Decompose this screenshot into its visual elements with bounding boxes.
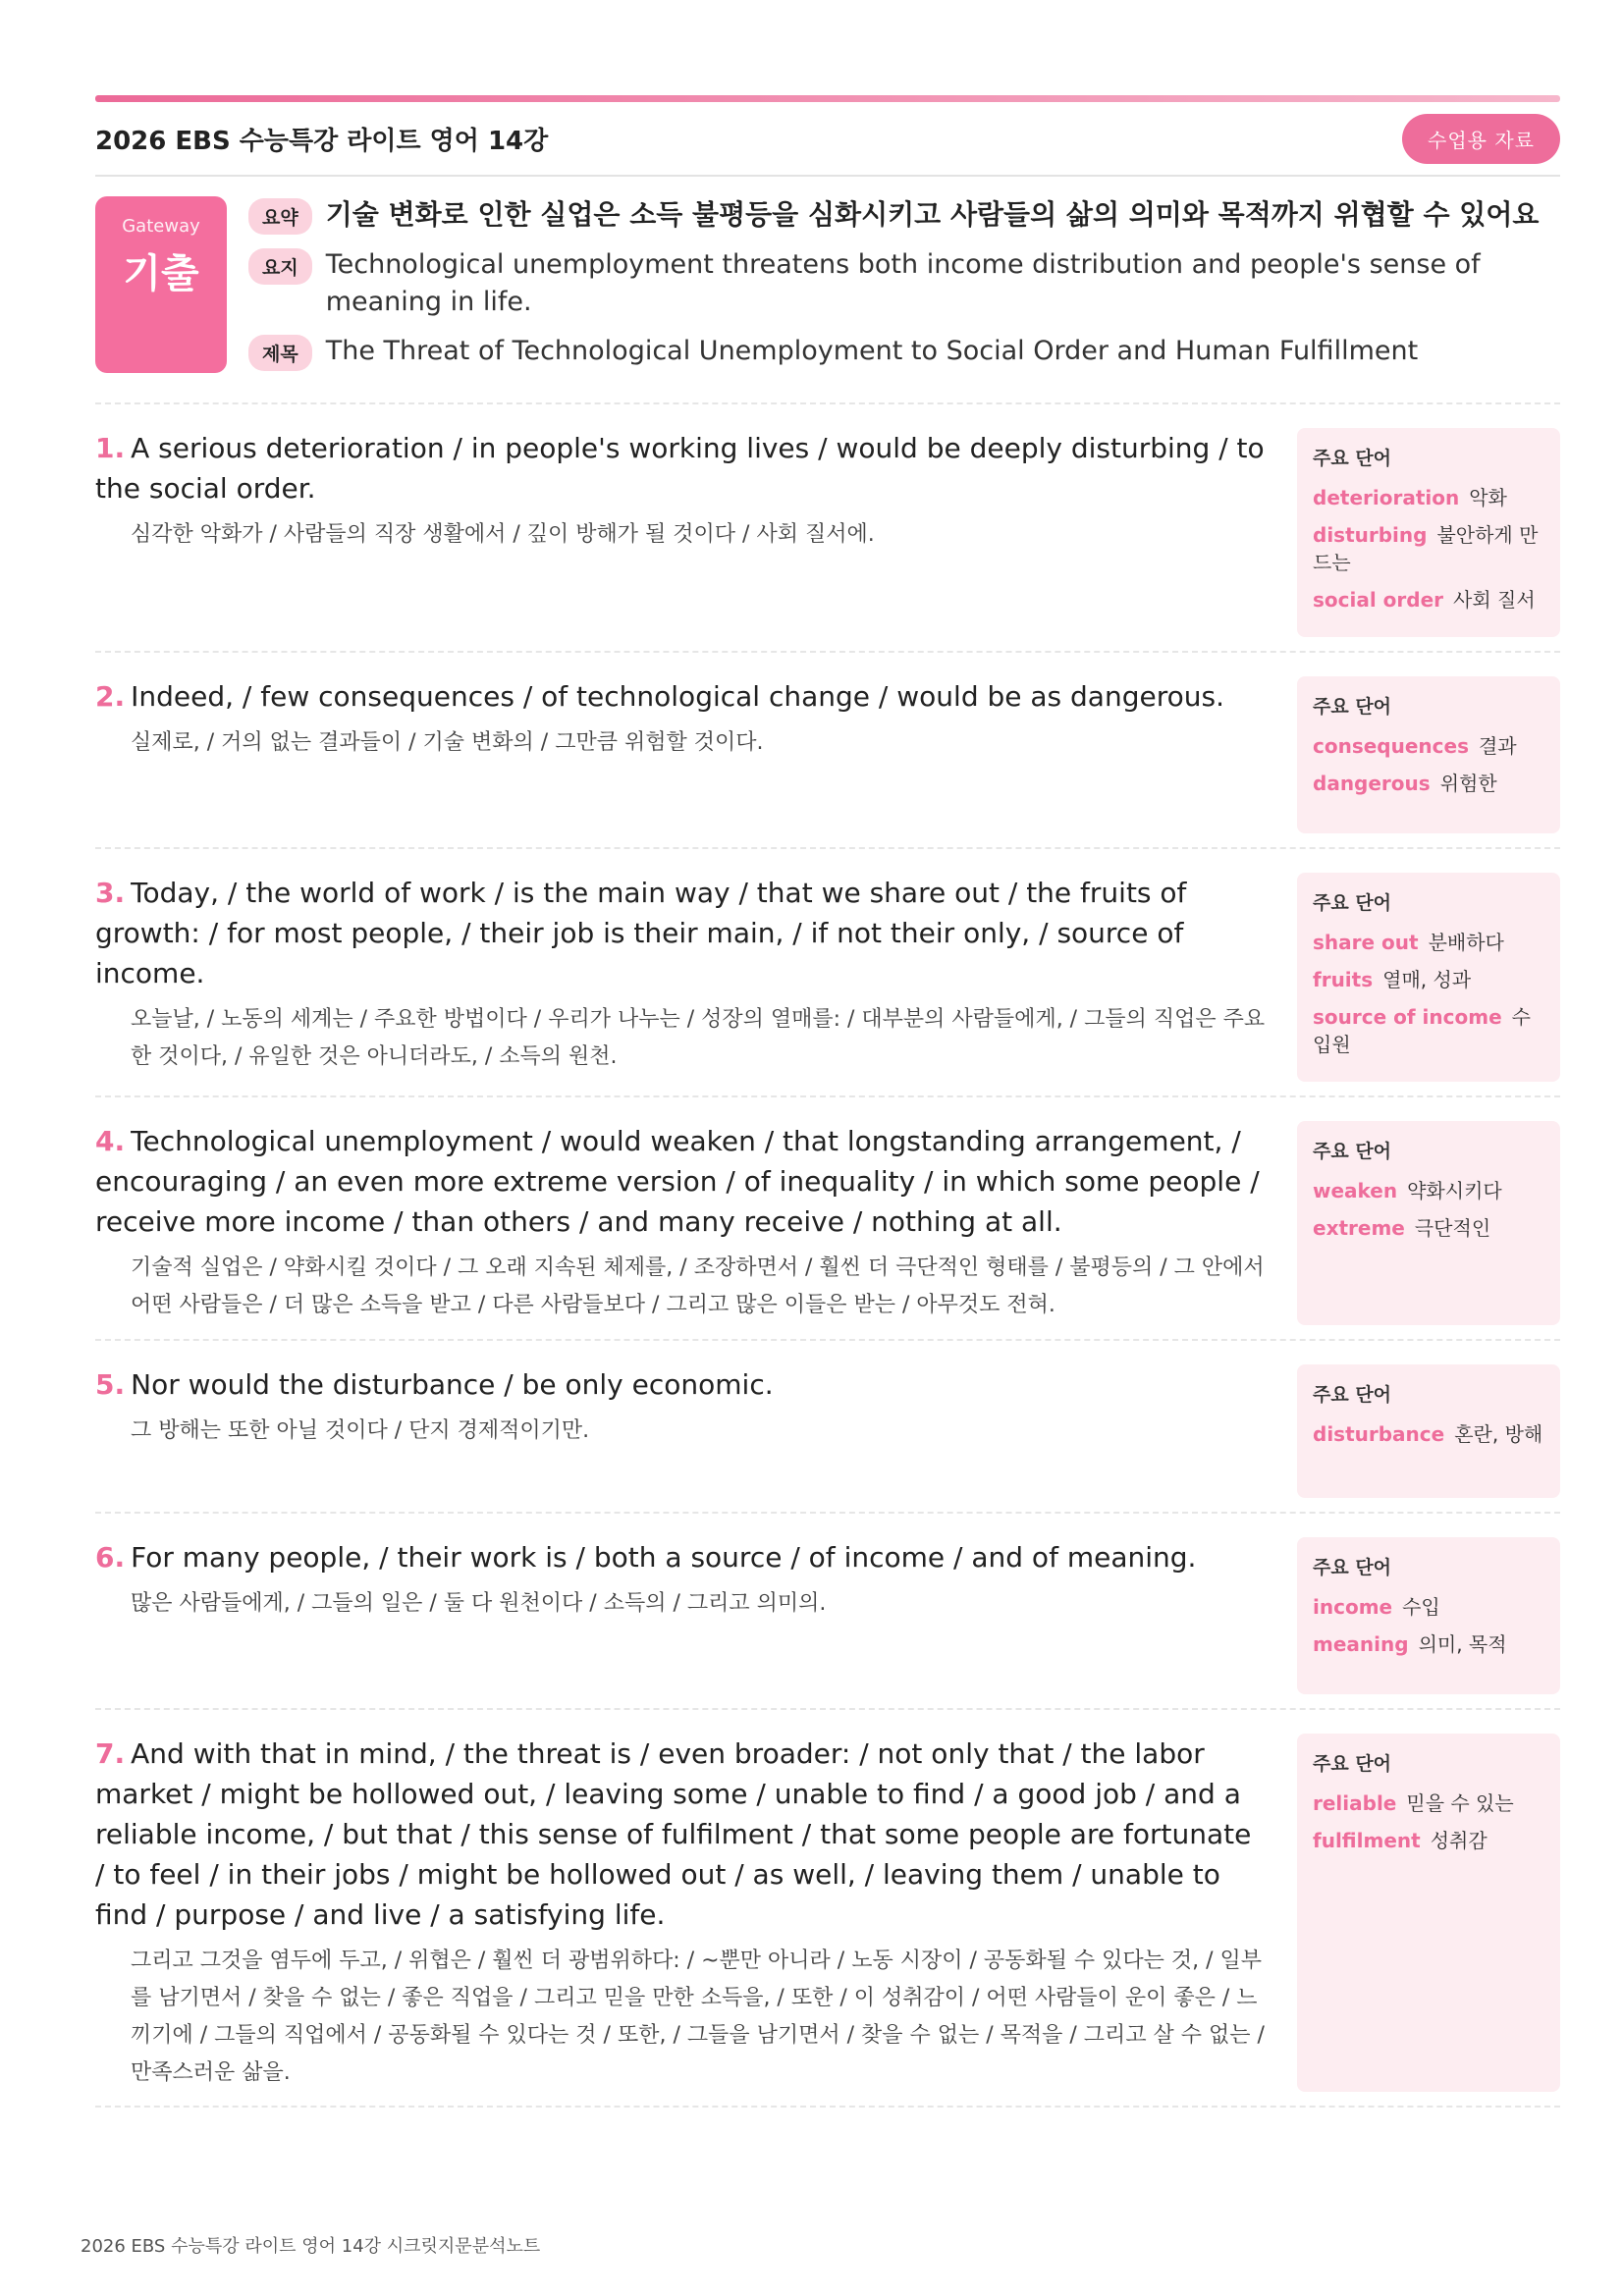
vocab-word: fruits <box>1313 968 1374 991</box>
gist-row <box>248 246 1560 321</box>
vocab-box <box>1297 1734 1560 2092</box>
vocab-meaning: 결과 <box>1478 734 1517 758</box>
sentence-english <box>95 873 1269 993</box>
sentence-block <box>95 653 1560 849</box>
sentence-korean: 오늘날, / 노동의 세계는 / 주요한 방법이다 / 우리가 나누는 / 성장의 열매를: / 대부분의 사람들에게, / 그들의 직업은 주요한 것이다, / 유일한 것은 아니더라도, / 소득의 원천. <box>131 1007 1266 1069</box>
sentence-english-text: Nor would the disturbance / be only economic. <box>131 1368 774 1401</box>
vocab-item <box>1313 1789 1544 1817</box>
vocab-word: reliable <box>1313 1791 1397 1815</box>
sentence-korean: 그리고 그것을 염두에 두고, / 위협은 / 훨씬 더 광범위하다: / ~뿐만 아니라 / 노동 시장이 / 공동화될 수 있다는 것, / 일부를 남기면서 / 찾을 수 없는 / 좋은 직업을 / 그리고 믿을 만한 소득을, / 또한 / 이 성취감이 / 어떤 사람들이 운이 좋은 / 느끼기에 / 그들의 직업에서 / 공동화될 수 있다는 것 / 또한, / 그들을 남기면서 / 찾을 수 없는 / 목적을 / 그리고 살 수 없는 / 만족스러운 삶을. <box>131 1949 1265 2085</box>
vocab-item <box>1313 1827 1544 1854</box>
vocab-item <box>1313 586 1544 614</box>
sentence-english-text: And with that in mind, / the threat is / even broader: / not only that / the labor market / might be hollowed out, / leaving some / unable to find / a good job / and a reliable income, / but that / this sense of fulfilment / that some people are fortunate / to feel / in their jobs / might be hollowed out / as well, / leaving them / unable to find / purpose / and live / a satisfying life. <box>95 1737 1252 1931</box>
title-tag: 제목 <box>248 335 312 371</box>
title-row <box>248 333 1560 371</box>
sentence-english-text: Technological unemployment / would weaken / that longstanding arrangement, / encouraging / an even more extreme version / of inequality / in which some people / receive more income / than others / and many receive / nothing at all. <box>95 1125 1260 1238</box>
sentence-block <box>95 1710 1560 2108</box>
sentence-number: 7. <box>95 1737 126 1770</box>
sentence-english-text: Indeed, / few consequences / of technological change / would be as dangerous. <box>131 680 1224 713</box>
gateway-rows <box>248 196 1560 383</box>
vocab-title: 주요 단어 <box>1313 448 1392 469</box>
vocab-item <box>1313 1593 1544 1621</box>
gateway-label-big: 기출 <box>123 251 199 296</box>
vocab-item <box>1313 929 1544 956</box>
page-header <box>95 102 1560 177</box>
class-material-badge: 수업용 자료 <box>1402 114 1560 164</box>
vocab-word: deterioration <box>1313 486 1460 509</box>
vocab-item <box>1313 770 1544 797</box>
summary-tag: 요약 <box>248 198 312 235</box>
gist-tag: 요지 <box>248 248 312 285</box>
sentence-number: 1. <box>95 432 126 464</box>
vocab-word: fulfilment <box>1313 1829 1421 1852</box>
vocab-meaning: 의미, 목적 <box>1418 1632 1507 1656</box>
vocab-box <box>1297 1537 1560 1694</box>
sentence-block <box>95 849 1560 1097</box>
vocab-word: consequences <box>1313 734 1469 758</box>
sentence-korean: 심각한 악화가 / 사람들의 직장 생활에서 / 깊이 방해가 될 것이다 / 사회 질서에. <box>131 522 875 547</box>
gateway-label-box <box>95 196 227 373</box>
vocab-meaning: 극단적인 <box>1414 1216 1491 1240</box>
vocab-item <box>1313 1177 1544 1204</box>
vocab-meaning: 믿을 수 있는 <box>1406 1791 1514 1815</box>
vocab-box <box>1297 873 1560 1082</box>
summary-row <box>248 196 1560 235</box>
vocab-word: source of income <box>1313 1005 1502 1029</box>
vocab-box <box>1297 1121 1560 1325</box>
sentence-english <box>95 1537 1269 1577</box>
vocab-meaning: 수입 <box>1402 1595 1440 1619</box>
vocab-item <box>1313 1214 1544 1242</box>
gateway-section <box>95 177 1560 404</box>
top-accent-bar <box>95 95 1560 102</box>
sentence-main <box>95 428 1269 637</box>
vocab-meaning: 열매, 성과 <box>1382 968 1472 991</box>
vocab-title: 주요 단어 <box>1313 1384 1392 1406</box>
sentence-korean: 그 방해는 또한 아닐 것이다 / 단지 경제적이기만. <box>131 1418 590 1443</box>
vocab-word: extreme <box>1313 1216 1405 1240</box>
sentence-main <box>95 1364 1269 1498</box>
sentence-number: 3. <box>95 877 126 909</box>
vocab-box <box>1297 676 1560 833</box>
vocab-meaning: 약화시키다 <box>1407 1179 1502 1202</box>
sentence-number: 4. <box>95 1125 126 1157</box>
vocab-word: share out <box>1313 931 1419 954</box>
vocab-word: income <box>1313 1595 1393 1619</box>
sentence-korean: 많은 사람들에게, / 그들의 일은 / 둘 다 원천이다 / 소득의 / 그리고 의미의. <box>131 1591 827 1616</box>
sentence-number: 2. <box>95 680 126 713</box>
gateway-label-small: Gateway <box>122 216 200 237</box>
sentence-english <box>95 1734 1269 1935</box>
vocab-meaning: 위험한 <box>1439 772 1497 795</box>
vocab-meaning: 분배하다 <box>1428 931 1504 954</box>
sentence-main <box>95 1121 1269 1325</box>
sentence-english-text: Today, / the world of work / is the main way / that we share out / the fruits of growth: / for most people, / their job is their main, / if not their only, / source of income. <box>95 877 1187 989</box>
vocab-word: disturbing <box>1313 523 1428 547</box>
vocab-item <box>1313 966 1544 993</box>
sentence-main <box>95 676 1269 833</box>
vocab-meaning: 사회 질서 <box>1453 588 1536 612</box>
sentence-block <box>95 404 1560 653</box>
vocab-item <box>1313 732 1544 760</box>
vocab-title: 주요 단어 <box>1313 1557 1392 1578</box>
sentence-korean: 기술적 실업은 / 약화시킬 것이다 / 그 오래 지속된 체제를, / 조장하면서 / 훨씬 더 극단적인 형태를 / 불평등의 / 그 안에서 어떤 사람들은 / 더 많은 소득을 받고 / 다른 사람들보다 / 그리고 많은 이들은 받는 / 아무것도 전혀. <box>131 1255 1265 1317</box>
sentence-block <box>95 1341 1560 1514</box>
sentence-number: 6. <box>95 1541 126 1574</box>
vocab-box <box>1297 1364 1560 1498</box>
sentence-english-text: For many people, / their work is / both a source / of income / and of meaning. <box>131 1541 1197 1574</box>
vocab-meaning: 성취감 <box>1430 1829 1488 1852</box>
page-title: 2026 EBS 수능특강 라이트 영어 14강 <box>95 126 549 156</box>
vocab-meaning: 악화 <box>1469 486 1507 509</box>
vocab-box <box>1297 428 1560 637</box>
sentence-block <box>95 1097 1560 1341</box>
title-text: The Threat of Technological Unemployment to Social Order and Human Fulfillment <box>325 336 1419 366</box>
vocab-meaning: 혼란, 방해 <box>1454 1422 1543 1446</box>
gist-text: Technological unemployment threatens both income distribution and people's sense of meaning in life. <box>325 249 1481 317</box>
sentence-english-text: A serious deterioration / in people's working lives / would be deeply disturbing / to the social order. <box>95 432 1265 505</box>
sentence-korean: 실제로, / 거의 없는 결과들이 / 기술 변화의 / 그만큼 위험할 것이다. <box>131 730 764 755</box>
sentence-list <box>95 404 1560 2108</box>
summary-text: 기술 변화로 인한 실업은 소득 불평등을 심화시키고 사람들의 삶의 의미와 목적까지 위협할 수 있어요 <box>325 198 1540 231</box>
sentence-main <box>95 1734 1269 2092</box>
sentence-english <box>95 1364 1269 1405</box>
page-footer: 2026 EBS 수능특강 라이트 영어 14강 시크릿지문분석노트 <box>81 2236 541 2257</box>
sentence-english <box>95 428 1269 508</box>
sentence-english <box>95 1121 1269 1242</box>
vocab-item <box>1313 521 1544 576</box>
vocab-title: 주요 단어 <box>1313 1141 1392 1162</box>
vocab-meaning: 불안하게 만드는 <box>1313 523 1539 574</box>
sentence-english <box>95 676 1269 717</box>
vocab-word: dangerous <box>1313 772 1431 795</box>
sentence-number: 5. <box>95 1368 126 1401</box>
vocab-word: meaning <box>1313 1632 1409 1656</box>
vocab-item <box>1313 1630 1544 1658</box>
vocab-item <box>1313 1420 1544 1448</box>
page <box>95 95 1560 2108</box>
vocab-word: disturbance <box>1313 1422 1445 1446</box>
sentence-block <box>95 1514 1560 1710</box>
vocab-meaning: 수입원 <box>1313 1005 1531 1056</box>
vocab-item <box>1313 484 1544 511</box>
vocab-word: social order <box>1313 588 1444 612</box>
vocab-title: 주요 단어 <box>1313 696 1392 718</box>
vocab-title: 주요 단어 <box>1313 892 1392 914</box>
sentence-main <box>95 1537 1269 1694</box>
vocab-item <box>1313 1003 1544 1058</box>
vocab-word: weaken <box>1313 1179 1398 1202</box>
sentence-main <box>95 873 1269 1082</box>
vocab-title: 주요 단어 <box>1313 1753 1392 1775</box>
